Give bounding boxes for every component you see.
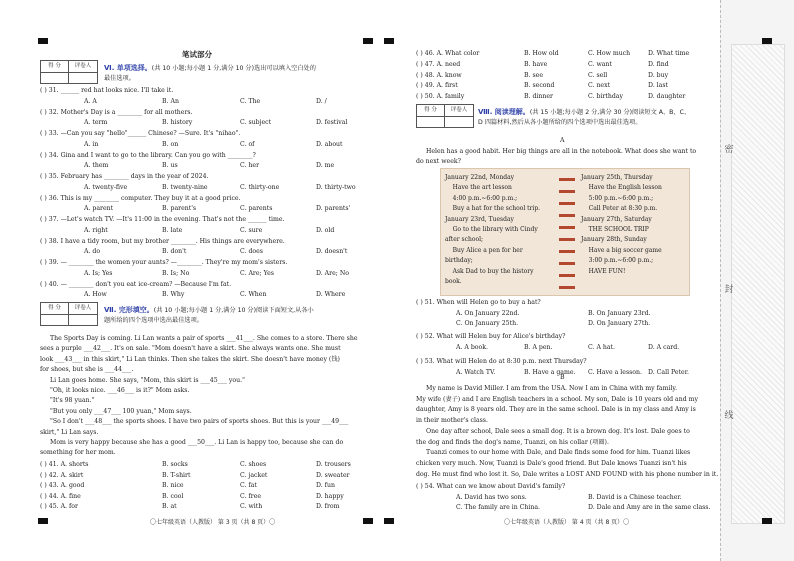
intro-line: do next week? xyxy=(416,158,461,165)
answer-option: B. nice xyxy=(162,482,184,490)
notebook-entry: book. xyxy=(445,278,462,286)
answer-option: D. Where xyxy=(316,291,346,298)
registration-mark xyxy=(762,38,772,44)
cloze-question: ( ) 42. A. skirt xyxy=(40,471,84,479)
answer-option: D. doesn't xyxy=(316,248,348,255)
answer-option: C. Are; Yes xyxy=(240,269,274,277)
answer-option: C. When xyxy=(240,291,267,298)
answer-option: C. On January 25th. xyxy=(456,320,519,327)
passage-a-label: A xyxy=(560,137,565,144)
answer-option: D. A card. xyxy=(648,343,680,351)
answer-option: C. The xyxy=(240,97,261,105)
answer-option: D. Are; No xyxy=(316,269,349,277)
registration-mark xyxy=(363,38,373,44)
registration-mark xyxy=(384,38,394,44)
answer-option: D. me xyxy=(316,162,335,169)
passage-line: the dog and finds the dog's name, Tuanzi, on his collar (项圈). xyxy=(416,438,609,446)
section-vi-desc: 最佳选项。 xyxy=(104,75,135,82)
binding-margin xyxy=(720,0,794,561)
passage-line: daughter, Amy is 8 years old. They are in the same school. Dale is in my class and Amy is xyxy=(416,406,696,414)
question-stem: ( ) 54. What can we know about David's family? xyxy=(416,483,566,490)
section-vii-heading: Ⅶ. 完形填空。(共 10 小题;每小题 1 分,满分 10 分)阅读下面短文,从各小 xyxy=(104,306,314,314)
passage-line: Tuanzi comes to our home with Dale, and Dale finds some food for him. Tuanzi likes xyxy=(426,449,691,457)
cloze-line: sees a purple ___42___. It's on sale. "Mom doesn't have a skirt. She always wants one. She must xyxy=(40,345,341,353)
answer-option: D. fun xyxy=(316,482,335,490)
section-vi-heading: Ⅵ. 单项选择。(共 10 小题;每小题 1 分,满分 10 分)选出可以填入空白处的 xyxy=(104,64,316,72)
question-stem: ( ) 33. —Can you say "hello"______ Chinese? —Sure. It's "nihao". xyxy=(40,130,241,137)
answer-option: B. An xyxy=(162,97,179,105)
seal-char: 线 xyxy=(724,411,734,421)
answer-option: A. term xyxy=(84,119,108,126)
answer-option: B. David is a Chinese teacher. xyxy=(588,493,682,501)
answer-option: B. us xyxy=(162,162,178,169)
answer-option: C. thirty-one xyxy=(240,183,280,191)
answer-option: D. sweater xyxy=(316,471,350,479)
answer-option: B. late xyxy=(162,226,183,234)
answer-option: A. How xyxy=(84,291,107,298)
answer-option: C. The family are in China. xyxy=(456,504,540,511)
cloze-question: ( ) 46. A. What color xyxy=(416,50,480,57)
answer-option: B. don't xyxy=(162,248,187,255)
page-footer: 〇七年级英语（人教版） 第 4 页（共 8 页）〇 xyxy=(504,519,630,526)
question-stem: ( ) 40. — ________ don't you eat ice-cream? —Because I'm fat. xyxy=(40,280,232,288)
answer-option: A. in xyxy=(84,140,99,148)
notebook-right-page xyxy=(581,173,689,277)
answer-option: D. / xyxy=(316,97,327,105)
question-stem: ( ) 35. February has ________ days in the year of 2024. xyxy=(40,173,209,180)
notebook-entry: HAVE FUN! xyxy=(581,267,626,275)
passage-b-label: B xyxy=(560,374,565,381)
cloze-question: ( ) 44. A. fine xyxy=(40,492,81,500)
answer-option: D. find xyxy=(648,60,669,68)
notebook-entry: Go to the library with Cindy xyxy=(445,226,538,234)
page-4 xyxy=(416,0,719,561)
passage-line: One day after school, Dale sees a small dog. It is a brown dog. It's lost. Dale goes to xyxy=(426,427,690,435)
answer-option: C. fat xyxy=(240,482,257,490)
passage-line: My name is David Miller. I am from the USA. Now I am in China with my family. xyxy=(426,385,678,392)
answer-option: D. last xyxy=(648,82,669,90)
answer-option: A. right xyxy=(84,226,108,234)
registration-mark xyxy=(38,518,48,524)
answer-option: B. T-shirt xyxy=(162,471,191,479)
notebook-spiral xyxy=(559,173,575,293)
notebook-entry: Have the art lesson xyxy=(445,184,512,192)
answer-option: B. socks xyxy=(162,461,188,468)
notebook-left-page xyxy=(445,173,555,287)
answer-option: B. see xyxy=(524,71,543,79)
answer-option: B. history xyxy=(162,119,193,126)
helen-notebook xyxy=(440,168,690,296)
cloze-line: for shoes, but she is ___44___. xyxy=(40,366,134,374)
answer-option: C. How much xyxy=(588,50,631,57)
passage-line: My wife (妻子) and I are English teachers in a school. My son, Dale is 10 years old and my xyxy=(416,395,698,403)
cloze-line: "So I don't ___48___ the sports shoes. I have two pairs of sports shoes. But this is your ___49___ xyxy=(50,418,349,426)
answer-option: D. Call Peter. xyxy=(648,368,689,376)
notebook-entry: January 23rd, Tuesday xyxy=(445,215,514,223)
answer-option: A. On January 22nd. xyxy=(456,309,520,317)
page-3 xyxy=(40,0,365,561)
answer-option: C. Have a lesson. xyxy=(588,368,642,376)
answer-option: B. Why xyxy=(162,291,185,298)
answer-option: D. What time xyxy=(648,50,690,57)
question-stem: ( ) 34. Gina and I want to go to the library. Can you go with ________? xyxy=(40,151,256,159)
notebook-entry: Ask Dad to buy the history xyxy=(445,267,534,275)
seal-char: 封 xyxy=(724,285,734,295)
notebook-entry: Call Peter at 8:30 p.m. xyxy=(581,205,658,213)
score-box: 得 分 评卷人 xyxy=(40,302,98,326)
answer-option: C. birthday xyxy=(588,93,623,101)
question-stem: ( ) 37. —Let's watch TV. —It's 11:00 in the evening. That's not the ______ time. xyxy=(40,216,285,223)
passage-line: in their mother's class. xyxy=(416,417,488,425)
answer-option: C. next xyxy=(588,82,611,90)
answer-option: B. dinner xyxy=(524,93,554,101)
answer-option: C. jacket xyxy=(240,471,268,479)
answer-option: B. twenty-nine xyxy=(162,183,208,191)
answer-option: C. her xyxy=(240,162,260,169)
answer-option: D. thirty-two xyxy=(316,183,356,191)
answer-option: D. daughter xyxy=(648,93,686,101)
question-stem: ( ) 53. What will Helen do at 8:30 p.m. next Thursday? xyxy=(416,358,587,365)
notebook-entry: 3:00 p.m.~6:00 p.m.; xyxy=(581,257,654,265)
score-box: 得 分 评卷人 xyxy=(416,104,474,128)
cloze-line: skirt," Li Lan says. xyxy=(40,428,99,436)
registration-mark xyxy=(38,38,48,44)
notebook-entry: January 25th, Thursday xyxy=(581,174,653,181)
question-stem: ( ) 38. I have a tidy room, but my brother ________. His things are everywhere. xyxy=(40,237,285,245)
answer-option: D. On January 27th. xyxy=(588,320,651,327)
answer-option: A. David has two sons. xyxy=(456,493,527,501)
answer-option: C. subject xyxy=(240,119,272,126)
answer-option: B. second xyxy=(524,82,555,90)
answer-option: B. Have a game. xyxy=(524,368,576,376)
answer-option: C. sure xyxy=(240,226,263,234)
answer-option: D. trousers xyxy=(316,461,351,468)
cloze-line: Mom is very happy because she has a good ___50___. Li Lan is happy too, because she can do xyxy=(50,439,344,446)
passage-line: dog. He must find who lost it. So, Dale writes a LOST AND FOUND with his phone number in it. xyxy=(416,470,719,478)
answer-option: D. buy xyxy=(648,71,669,79)
notebook-entry: 4:00 p.m.~6:00 p.m.; xyxy=(445,194,518,202)
section-vii-desc: 题所给的四个选项中选出最佳选项。 xyxy=(104,317,203,324)
cloze-question: ( ) 50. A. family xyxy=(416,93,465,101)
answer-option: B. have xyxy=(524,60,548,68)
answer-option: A. twenty-five xyxy=(84,183,128,191)
notebook-entry: Have a big soccer game xyxy=(581,246,662,254)
cloze-question: ( ) 45. A. for xyxy=(40,503,78,511)
answer-option: A. do xyxy=(84,248,101,255)
answer-option: A. Watch TV. xyxy=(456,368,496,376)
answer-option: C. free xyxy=(240,492,262,500)
cloze-line: look ___43___ in this skirt," Li Lan thinks. Then she takes the skirt. She doesn't have money (钱) xyxy=(40,355,340,363)
answer-option: B. parent's xyxy=(162,205,197,212)
intro-line: Helen has a good habit. Her big things are all in the notebook. What does she want to xyxy=(426,148,697,155)
cloze-line: The Sports Day is coming. Li Lan wants a pair of sports ___41___. She comes to a store. There she xyxy=(50,335,358,342)
answer-option: D. festival xyxy=(316,119,348,126)
question-stem: ( ) 39. — ________ the women your aunts? —________. They're my mom's sisters. xyxy=(40,259,288,266)
section-title: 笔试部分 xyxy=(182,50,212,59)
cloze-question: ( ) 49. A. first xyxy=(416,82,458,90)
notebook-entry: THE SCHOOL TRIP xyxy=(581,226,649,234)
notebook-entry: Buy a hat for the school trip. xyxy=(445,205,541,213)
answer-option: C. shoes xyxy=(240,461,267,468)
notebook-entry: January 27th, Saturday xyxy=(581,215,652,223)
notebook-entry: Buy Alice a pen for her xyxy=(445,246,523,254)
answer-option: A. Is; Yes xyxy=(84,269,113,277)
cloze-line: Li Lan goes home. She says, "Mom, this skirt is ___45___ you." xyxy=(50,376,245,384)
cloze-question: ( ) 48. A. know xyxy=(416,71,462,79)
answer-option: C. want xyxy=(588,60,612,68)
cloze-line: something for her mom. xyxy=(40,449,116,457)
answer-option: B. Is; No xyxy=(162,269,190,277)
registration-mark xyxy=(384,518,394,524)
section-viii-heading: Ⅷ. 阅读理解。(共 15 小题;每小题 2 分,满分 30 分)阅读短文 A、B、C、 xyxy=(478,108,691,116)
answer-option: B. On January 23rd. xyxy=(588,309,651,317)
answer-option: B. at xyxy=(162,503,177,511)
answer-option: B. A pen. xyxy=(524,343,553,351)
notebook-entry: January 22nd, Monday xyxy=(445,174,515,181)
answer-option: A. them xyxy=(84,162,109,169)
answer-option: C. does xyxy=(240,248,263,255)
answer-option: B. on xyxy=(162,140,179,148)
answer-option: B. How old xyxy=(524,50,559,57)
answer-option: D. about xyxy=(316,140,343,148)
cloze-question: ( ) 47. A. need xyxy=(416,60,461,68)
notebook-entry: after school; xyxy=(445,236,484,244)
cloze-question: ( ) 43. A. good xyxy=(40,482,85,490)
answer-option: D. from xyxy=(316,503,340,511)
notebook-entry: 5:00 p.m.~6:00 p.m.; xyxy=(581,194,654,202)
registration-mark xyxy=(363,518,373,524)
answer-option: D. parents' xyxy=(316,205,351,212)
answer-option: D. Dale and Amy are in the same class. xyxy=(588,504,711,511)
question-stem: ( ) 51. When will Helen go to buy a hat? xyxy=(416,299,541,306)
answer-option: A. A book. xyxy=(456,343,488,351)
answer-option: C. A hat. xyxy=(588,343,616,351)
answer-option: B. cool xyxy=(162,492,184,500)
cloze-question: ( ) 41. A. shorts xyxy=(40,461,89,468)
answer-option: A. A xyxy=(84,97,97,105)
question-stem: ( ) 52. What will Helen buy for Alice's birthday? xyxy=(416,333,566,340)
answer-option: C. sell xyxy=(588,71,608,79)
seal-char: 密 xyxy=(724,145,734,155)
score-box: 得 分 评卷人 xyxy=(40,60,98,84)
question-stem: ( ) 31. ______ red hat looks nice. I'll take it. xyxy=(40,87,174,94)
question-stem: ( ) 32. Mother's Day is a ________ for all mothers. xyxy=(40,108,193,116)
answer-option: D. old xyxy=(316,226,335,234)
cloze-line: "It's 98 yuan." xyxy=(50,397,95,405)
question-stem: ( ) 36. This is my ________ computer. They buy it at a good price. xyxy=(40,194,241,202)
notebook-entry: January 28th, Sunday xyxy=(581,236,647,244)
notebook-entry: birthday; xyxy=(445,257,473,265)
answer-option: A. parent xyxy=(84,205,114,212)
cloze-line: "But you only ___47___ 100 yuan," Mom says. xyxy=(50,407,192,415)
answer-option: D. happy xyxy=(316,492,344,500)
page-footer: 〇七年级英语（人教版） 第 3 页（共 8 页）〇 xyxy=(150,519,276,526)
answer-option: C. of xyxy=(240,140,255,148)
notebook-entry: Have the English lesson xyxy=(581,184,662,192)
section-viii-desc: D 四篇材料,然后从各小题所给的四个选项中选出最佳选项。 xyxy=(478,119,642,126)
answer-option: C. parents xyxy=(240,205,273,212)
passage-line: chicken very much. Now, Tuanzi is Dale's good friend. But Dale knows Tuanzi isn't his xyxy=(416,459,687,467)
cloze-line: "Oh, it looks nice. ___46___ is it?" Mom asks. xyxy=(50,387,190,394)
answer-option: C. with xyxy=(240,503,263,511)
registration-mark xyxy=(762,518,772,524)
